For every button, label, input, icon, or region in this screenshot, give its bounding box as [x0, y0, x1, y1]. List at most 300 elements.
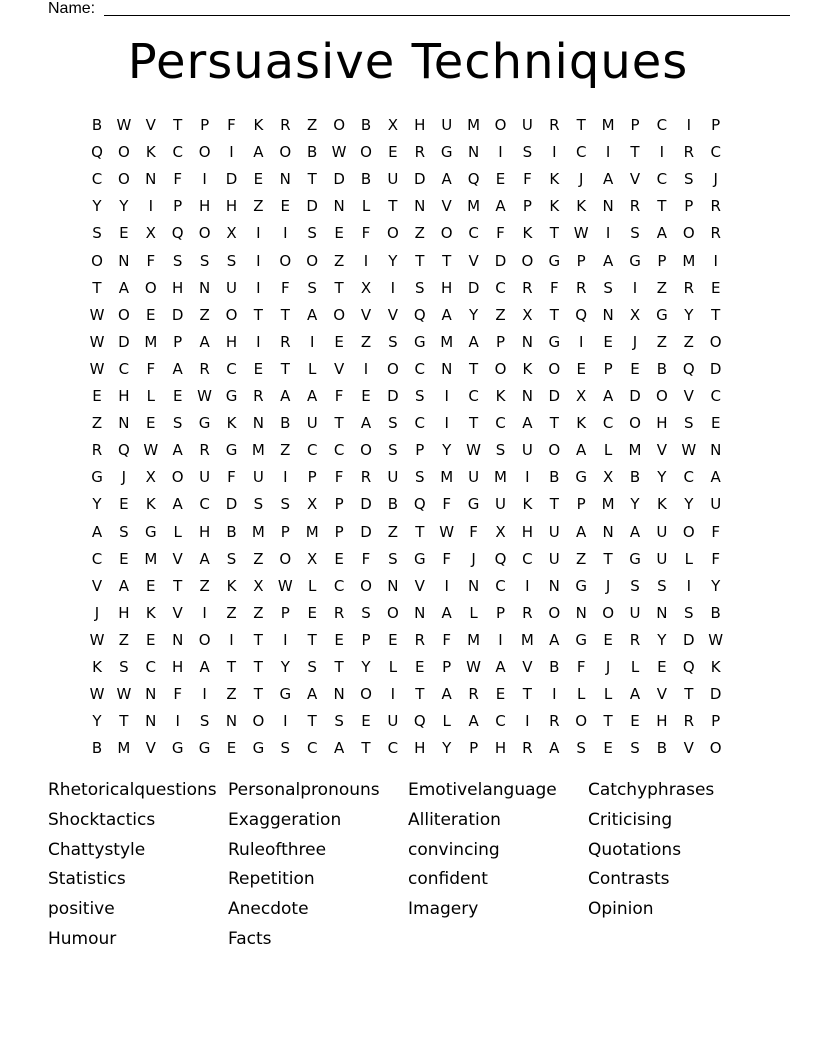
grid-letter[interactable]: K: [522, 224, 533, 243]
grid-letter[interactable]: R: [522, 278, 533, 297]
grid-letter[interactable]: O: [360, 143, 372, 162]
grid-letter[interactable]: S: [334, 712, 344, 731]
grid-letter[interactable]: R: [549, 712, 560, 731]
grid-letter[interactable]: M: [520, 630, 534, 649]
grid-letter[interactable]: P: [630, 116, 640, 134]
grid-letter[interactable]: P: [334, 522, 344, 541]
grid-letter[interactable]: O: [279, 143, 292, 162]
grid-letter[interactable]: N: [575, 603, 587, 622]
grid-letter[interactable]: Q: [413, 305, 426, 324]
grid-letter[interactable]: S: [684, 414, 694, 433]
grid-letter[interactable]: F: [334, 468, 344, 487]
grid-letter[interactable]: G: [279, 685, 292, 704]
grid-letter[interactable]: L: [173, 522, 182, 541]
grid-letter[interactable]: H: [198, 197, 211, 216]
grid-letter[interactable]: B: [629, 468, 641, 487]
grid-letter[interactable]: N: [279, 170, 291, 189]
grid-letter[interactable]: N: [441, 359, 453, 378]
grid-letter[interactable]: Y: [657, 630, 667, 649]
grid-letter[interactable]: O: [306, 251, 319, 270]
grid-letter[interactable]: T: [253, 630, 263, 649]
grid-letter[interactable]: T: [549, 495, 559, 514]
grid-letter[interactable]: T: [173, 576, 183, 595]
grid-letter[interactable]: S: [576, 739, 586, 758]
grid-letter[interactable]: Y: [280, 658, 290, 676]
grid-letter[interactable]: M: [494, 468, 507, 487]
grid-letter[interactable]: U: [656, 522, 668, 541]
grid-letter[interactable]: K: [710, 658, 721, 676]
grid-letter[interactable]: B: [360, 170, 372, 189]
grid-letter[interactable]: C: [172, 143, 183, 162]
grid-letter[interactable]: V: [333, 359, 345, 378]
grid-letter[interactable]: H: [414, 116, 426, 134]
grid-letter[interactable]: A: [468, 712, 479, 731]
grid-letter[interactable]: S: [415, 387, 425, 405]
grid-letter[interactable]: D: [629, 387, 641, 405]
grid-letter[interactable]: D: [171, 305, 184, 324]
grid-letter[interactable]: M: [628, 441, 642, 460]
grid-letter[interactable]: E: [280, 197, 291, 216]
grid-letter[interactable]: L: [577, 685, 586, 704]
grid-letter[interactable]: E: [334, 630, 344, 649]
grid-letter[interactable]: A: [495, 658, 506, 676]
grid-letter[interactable]: E: [334, 549, 344, 568]
grid-letter[interactable]: V: [145, 739, 156, 758]
grid-letter[interactable]: N: [467, 576, 480, 595]
grid-letter[interactable]: O: [333, 305, 345, 324]
grid-letter[interactable]: N: [710, 441, 722, 460]
grid-letter[interactable]: Z: [253, 197, 264, 216]
grid-letter[interactable]: C: [226, 359, 237, 378]
grid-letter[interactable]: F: [173, 170, 182, 189]
grid-letter[interactable]: V: [414, 576, 425, 595]
grid-letter[interactable]: I: [148, 197, 154, 216]
grid-letter[interactable]: I: [229, 143, 234, 162]
grid-letter[interactable]: H: [656, 414, 668, 433]
grid-letter[interactable]: J: [578, 170, 584, 189]
grid-letter[interactable]: O: [548, 603, 561, 622]
grid-letter[interactable]: G: [656, 305, 668, 324]
grid-letter[interactable]: O: [360, 576, 372, 595]
grid-letter[interactable]: T: [253, 685, 263, 704]
grid-letter[interactable]: A: [576, 522, 587, 541]
grid-letter[interactable]: E: [710, 414, 721, 433]
grid-letter[interactable]: K: [253, 116, 264, 134]
grid-letter[interactable]: T: [415, 251, 425, 270]
grid-letter[interactable]: K: [576, 414, 587, 433]
grid-letter[interactable]: B: [360, 116, 372, 134]
grid-letter[interactable]: E: [495, 170, 506, 189]
grid-letter[interactable]: E: [334, 224, 344, 243]
grid-letter[interactable]: W: [573, 224, 589, 243]
grid-letter[interactable]: Q: [682, 658, 695, 676]
grid-letter[interactable]: I: [713, 251, 718, 270]
grid-letter[interactable]: D: [683, 630, 695, 649]
grid-letter[interactable]: C: [710, 387, 721, 405]
grid-letter[interactable]: O: [682, 224, 695, 243]
grid-letter[interactable]: O: [386, 359, 399, 378]
grid-letter[interactable]: Q: [682, 359, 695, 378]
grid-letter[interactable]: J: [94, 603, 100, 622]
grid-letter[interactable]: L: [308, 359, 317, 378]
grid-letter[interactable]: C: [91, 549, 103, 568]
grid-letter[interactable]: E: [388, 630, 398, 649]
grid-letter[interactable]: W: [89, 332, 105, 351]
grid-letter[interactable]: I: [363, 359, 369, 378]
grid-letter[interactable]: O: [360, 685, 372, 704]
grid-letter[interactable]: M: [467, 116, 481, 134]
grid-letter[interactable]: F: [334, 387, 344, 405]
grid-letter[interactable]: X: [387, 116, 399, 134]
grid-letter[interactable]: O: [279, 251, 292, 270]
grid-letter[interactable]: E: [415, 658, 425, 676]
grid-letter[interactable]: Z: [576, 549, 587, 568]
grid-letter[interactable]: Z: [387, 522, 399, 541]
grid-letter[interactable]: H: [172, 278, 184, 297]
grid-letter[interactable]: R: [468, 685, 479, 704]
grid-letter[interactable]: V: [683, 739, 694, 758]
grid-letter[interactable]: Y: [388, 251, 398, 270]
grid-letter[interactable]: E: [361, 712, 371, 731]
grid-letter[interactable]: A: [118, 278, 130, 297]
grid-letter[interactable]: X: [145, 468, 156, 487]
grid-letter[interactable]: W: [143, 441, 159, 460]
grid-letter[interactable]: K: [226, 576, 237, 595]
grid-letter[interactable]: C: [656, 116, 668, 134]
grid-letter[interactable]: P: [495, 603, 506, 622]
grid-letter[interactable]: N: [602, 197, 614, 216]
grid-letter[interactable]: T: [334, 658, 344, 676]
grid-letter[interactable]: T: [307, 170, 317, 189]
grid-letter[interactable]: W: [466, 658, 482, 676]
grid-letter[interactable]: B: [280, 414, 291, 433]
grid-letter[interactable]: Y: [684, 305, 694, 324]
grid-letter[interactable]: O: [386, 603, 399, 622]
grid-letter[interactable]: K: [549, 197, 560, 216]
grid-letter[interactable]: J: [632, 332, 638, 351]
grid-letter[interactable]: E: [146, 305, 156, 324]
grid-letter[interactable]: C: [602, 414, 614, 433]
grid-letter[interactable]: O: [655, 387, 668, 405]
grid-letter[interactable]: M: [144, 332, 158, 351]
grid-letter[interactable]: T: [549, 414, 559, 433]
grid-letter[interactable]: D: [548, 387, 561, 405]
grid-letter[interactable]: T: [657, 197, 667, 216]
grid-letter[interactable]: L: [684, 549, 693, 568]
grid-letter[interactable]: I: [525, 712, 530, 731]
grid-letter[interactable]: Y: [442, 739, 452, 758]
grid-letter[interactable]: S: [226, 251, 237, 270]
grid-letter[interactable]: F: [469, 522, 478, 541]
grid-letter[interactable]: S: [388, 549, 398, 568]
grid-letter[interactable]: K: [656, 495, 667, 514]
grid-letter[interactable]: D: [360, 495, 372, 514]
grid-letter[interactable]: Q: [117, 441, 130, 460]
grid-letter[interactable]: I: [686, 576, 692, 595]
grid-letter[interactable]: I: [283, 468, 288, 487]
grid-letter[interactable]: N: [118, 251, 130, 270]
grid-letter[interactable]: O: [171, 468, 184, 487]
grid-letter[interactable]: P: [442, 658, 452, 676]
grid-letter[interactable]: J: [605, 658, 611, 676]
grid-letter[interactable]: O: [198, 630, 211, 649]
grid-letter[interactable]: E: [576, 359, 586, 378]
grid-letter[interactable]: P: [173, 197, 183, 216]
grid-letter[interactable]: G: [440, 143, 453, 162]
grid-letter[interactable]: U: [656, 549, 668, 568]
grid-letter[interactable]: A: [495, 197, 506, 216]
grid-letter[interactable]: T: [442, 251, 452, 270]
grid-letter[interactable]: X: [145, 224, 156, 243]
grid-letter[interactable]: O: [440, 224, 453, 243]
grid-letter[interactable]: S: [495, 441, 506, 460]
grid-letter[interactable]: U: [495, 495, 506, 514]
grid-letter[interactable]: S: [361, 603, 371, 622]
grid-letter[interactable]: D: [414, 170, 426, 189]
grid-letter[interactable]: A: [576, 441, 587, 460]
grid-letter[interactable]: X: [629, 305, 641, 324]
grid-letter[interactable]: E: [92, 387, 102, 405]
grid-letter[interactable]: E: [253, 170, 264, 189]
grid-letter[interactable]: N: [387, 576, 399, 595]
grid-letter[interactable]: R: [414, 143, 426, 162]
grid-letter[interactable]: R: [522, 739, 533, 758]
grid-letter[interactable]: X: [307, 495, 318, 514]
grid-letter[interactable]: E: [146, 414, 156, 433]
grid-letter[interactable]: T: [253, 658, 263, 676]
grid-letter[interactable]: P: [603, 359, 613, 378]
grid-letter[interactable]: S: [199, 712, 210, 731]
grid-letter[interactable]: P: [711, 116, 721, 134]
grid-letter[interactable]: S: [684, 170, 694, 189]
grid-letter[interactable]: O: [548, 441, 561, 460]
grid-letter[interactable]: S: [603, 278, 613, 297]
grid-letter[interactable]: U: [521, 116, 533, 134]
grid-letter[interactable]: A: [441, 685, 452, 704]
grid-letter[interactable]: C: [333, 441, 345, 460]
grid-letter[interactable]: G: [467, 495, 480, 514]
grid-letter[interactable]: I: [525, 576, 530, 595]
grid-letter[interactable]: E: [630, 712, 640, 731]
grid-letter[interactable]: U: [521, 441, 533, 460]
grid-letter[interactable]: F: [361, 224, 371, 243]
grid-letter[interactable]: L: [146, 387, 155, 405]
grid-letter[interactable]: E: [630, 359, 640, 378]
grid-letter[interactable]: I: [256, 251, 261, 270]
grid-letter[interactable]: E: [119, 495, 129, 514]
grid-letter[interactable]: R: [280, 116, 291, 134]
grid-letter[interactable]: A: [253, 143, 264, 162]
grid-letter[interactable]: W: [466, 441, 482, 460]
grid-letter[interactable]: S: [630, 576, 640, 595]
grid-letter[interactable]: O: [91, 251, 103, 270]
grid-letter[interactable]: G: [413, 332, 426, 351]
grid-letter[interactable]: F: [361, 549, 371, 568]
grid-letter[interactable]: Z: [199, 305, 210, 324]
grid-letter[interactable]: Y: [442, 441, 452, 460]
grid-letter[interactable]: A: [441, 603, 452, 622]
grid-letter[interactable]: E: [388, 143, 398, 162]
grid-letter[interactable]: E: [603, 332, 613, 351]
grid-letter[interactable]: C: [414, 359, 426, 378]
grid-letter[interactable]: C: [387, 739, 399, 758]
grid-letter[interactable]: V: [468, 251, 479, 270]
grid-letter[interactable]: H: [414, 739, 426, 758]
grid-letter[interactable]: A: [656, 224, 668, 243]
grid-letter[interactable]: R: [683, 278, 695, 297]
grid-letter[interactable]: Z: [656, 332, 668, 351]
grid-letter[interactable]: N: [414, 603, 426, 622]
grid-letter[interactable]: T: [549, 224, 559, 243]
grid-letter[interactable]: A: [549, 739, 560, 758]
grid-letter[interactable]: E: [603, 739, 613, 758]
grid-letter[interactable]: V: [172, 603, 183, 622]
grid-letter[interactable]: S: [307, 224, 317, 243]
grid-letter[interactable]: A: [172, 495, 183, 514]
grid-letter[interactable]: S: [415, 278, 425, 297]
grid-letter[interactable]: L: [308, 576, 317, 595]
grid-letter[interactable]: B: [387, 495, 399, 514]
grid-letter[interactable]: C: [145, 658, 157, 676]
grid-letter[interactable]: C: [306, 739, 318, 758]
grid-letter[interactable]: N: [145, 712, 157, 731]
grid-letter[interactable]: O: [548, 359, 561, 378]
grid-letter[interactable]: I: [283, 712, 288, 731]
grid-letter[interactable]: I: [256, 278, 261, 297]
grid-letter[interactable]: P: [657, 251, 667, 270]
grid-letter[interactable]: I: [390, 278, 396, 297]
grid-letter[interactable]: Q: [494, 549, 507, 568]
grid-letter[interactable]: O: [117, 305, 130, 324]
grid-letter[interactable]: S: [92, 224, 102, 243]
grid-letter[interactable]: F: [711, 522, 720, 541]
grid-letter[interactable]: Z: [307, 116, 318, 134]
grid-letter[interactable]: I: [444, 576, 449, 595]
grid-letter[interactable]: Z: [199, 576, 210, 595]
grid-letter[interactable]: X: [495, 522, 506, 541]
grid-letter[interactable]: C: [91, 170, 103, 189]
grid-letter[interactable]: O: [709, 332, 722, 351]
grid-letter[interactable]: L: [442, 712, 451, 731]
grid-letter[interactable]: C: [333, 576, 345, 595]
grid-letter[interactable]: U: [629, 603, 641, 622]
grid-letter[interactable]: G: [548, 332, 561, 351]
grid-letter[interactable]: A: [307, 685, 318, 704]
grid-letter[interactable]: G: [413, 549, 426, 568]
grid-letter[interactable]: A: [629, 522, 641, 541]
grid-letter[interactable]: S: [199, 251, 210, 270]
grid-letter[interactable]: L: [361, 197, 371, 216]
grid-letter[interactable]: C: [199, 495, 210, 514]
grid-letter[interactable]: K: [145, 495, 156, 514]
grid-letter[interactable]: L: [603, 441, 613, 460]
grid-letter[interactable]: R: [360, 468, 372, 487]
grid-letter[interactable]: A: [710, 468, 721, 487]
grid-letter[interactable]: O: [575, 712, 588, 731]
grid-letter[interactable]: E: [119, 549, 129, 568]
grid-letter[interactable]: V: [656, 685, 668, 704]
grid-letter[interactable]: O: [117, 143, 130, 162]
grid-letter[interactable]: M: [601, 116, 615, 134]
grid-letter[interactable]: J: [713, 170, 718, 189]
grid-letter[interactable]: N: [118, 414, 130, 433]
grid-letter[interactable]: F: [280, 278, 290, 297]
grid-letter[interactable]: M: [144, 549, 158, 568]
grid-letter[interactable]: R: [683, 143, 695, 162]
grid-letter[interactable]: G: [225, 441, 238, 460]
grid-letter[interactable]: T: [469, 414, 479, 433]
grid-letter[interactable]: K: [145, 603, 156, 622]
grid-letter[interactable]: F: [549, 278, 559, 297]
grid-letter[interactable]: E: [710, 278, 721, 297]
grid-letter[interactable]: G: [629, 549, 641, 568]
grid-letter[interactable]: V: [145, 116, 156, 134]
grid-letter[interactable]: G: [629, 251, 641, 270]
grid-letter[interactable]: B: [710, 603, 721, 622]
grid-letter[interactable]: S: [630, 224, 640, 243]
grid-letter[interactable]: E: [119, 224, 129, 243]
grid-letter[interactable]: B: [656, 359, 668, 378]
grid-letter[interactable]: C: [306, 441, 318, 460]
grid-letter[interactable]: C: [414, 414, 426, 433]
grid-letter[interactable]: C: [710, 143, 721, 162]
grid-letter[interactable]: P: [173, 332, 183, 351]
grid-letter[interactable]: O: [198, 224, 211, 243]
grid-letter[interactable]: A: [91, 522, 103, 541]
grid-letter[interactable]: J: [121, 468, 127, 487]
grid-letter[interactable]: F: [576, 658, 586, 676]
grid-letter[interactable]: O: [198, 143, 211, 162]
grid-letter[interactable]: N: [198, 278, 211, 297]
grid-letter[interactable]: U: [252, 468, 264, 487]
grid-letter[interactable]: V: [172, 549, 183, 568]
grid-letter[interactable]: G: [91, 468, 103, 487]
grid-letter[interactable]: G: [252, 739, 265, 758]
grid-letter[interactable]: C: [468, 387, 479, 405]
grid-letter[interactable]: Z: [91, 414, 103, 433]
grid-letter[interactable]: B: [91, 739, 103, 758]
grid-letter[interactable]: A: [441, 305, 452, 324]
grid-letter[interactable]: T: [280, 359, 290, 378]
grid-letter[interactable]: O: [360, 441, 372, 460]
grid-letter[interactable]: Z: [118, 630, 130, 649]
grid-letter[interactable]: X: [307, 549, 318, 568]
grid-letter[interactable]: N: [467, 143, 480, 162]
grid-letter[interactable]: S: [226, 549, 237, 568]
grid-letter[interactable]: R: [710, 197, 721, 216]
grid-letter[interactable]: P: [307, 468, 317, 487]
grid-letter[interactable]: R: [549, 116, 560, 134]
grid-letter[interactable]: T: [307, 630, 317, 649]
grid-letter[interactable]: U: [226, 278, 237, 297]
grid-letter[interactable]: M: [251, 441, 265, 460]
grid-letter[interactable]: V: [522, 658, 533, 676]
grid-letter[interactable]: Y: [684, 495, 694, 514]
grid-letter[interactable]: N: [333, 197, 345, 216]
grid-letter[interactable]: O: [225, 305, 238, 324]
grid-letter[interactable]: T: [388, 197, 398, 216]
grid-letter[interactable]: Z: [226, 685, 237, 704]
grid-letter[interactable]: A: [172, 441, 183, 460]
grid-letter[interactable]: R: [629, 630, 641, 649]
grid-letter[interactable]: D: [306, 197, 318, 216]
grid-letter[interactable]: Z: [656, 278, 668, 297]
grid-letter[interactable]: Y: [92, 712, 102, 731]
grid-letter[interactable]: E: [495, 685, 506, 704]
grid-letter[interactable]: G: [171, 739, 184, 758]
grid-letter[interactable]: I: [202, 603, 207, 622]
grid-letter[interactable]: C: [495, 414, 506, 433]
